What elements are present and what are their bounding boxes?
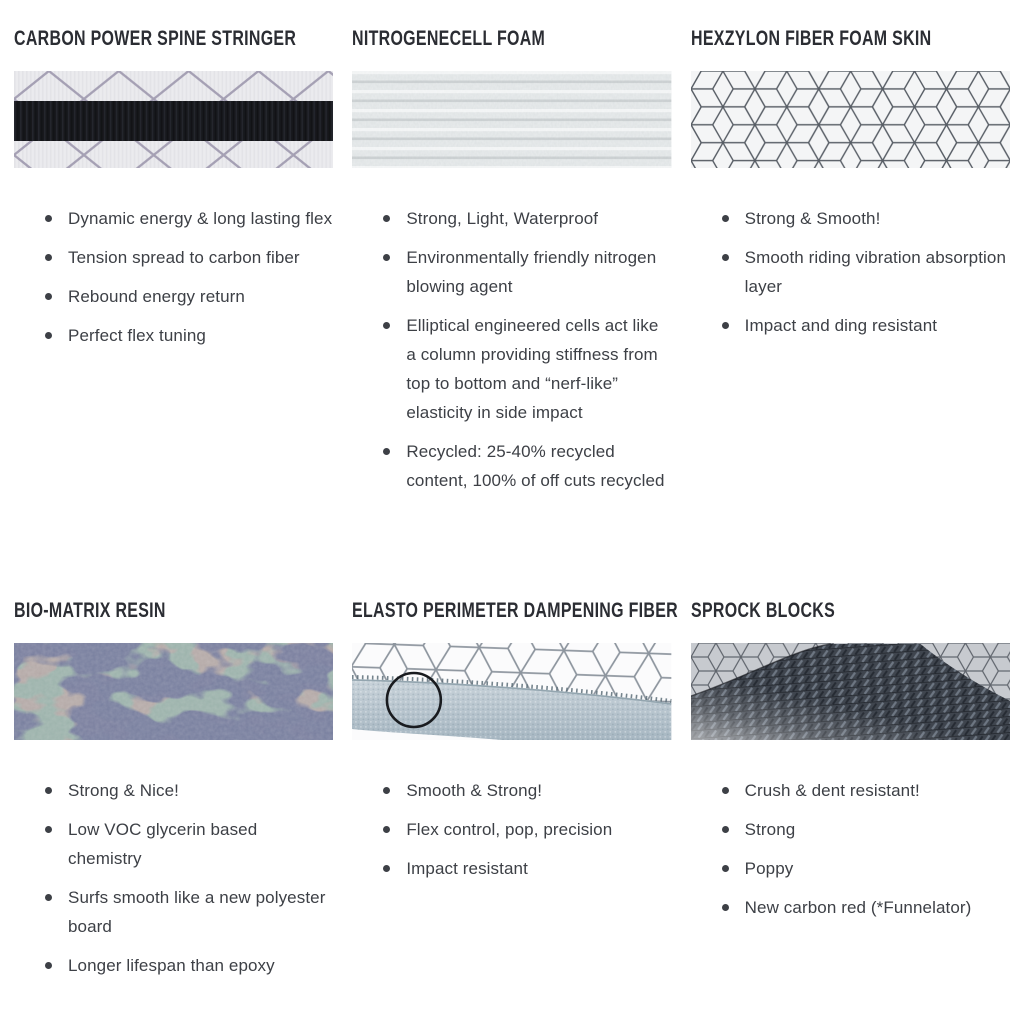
feature-item: Smooth & Strong! — [352, 776, 671, 805]
feature-list — [691, 204, 1010, 340]
feature-item: Perfect flex tuning — [14, 321, 333, 350]
section-carbon-power-spine-stringer — [14, 26, 333, 598]
section-hexzylon-fiber-foam-skin — [691, 26, 1010, 598]
section-bio-matrix-resin — [14, 598, 333, 990]
feature-item: Tension spread to carbon fiber — [14, 243, 333, 272]
section-heading: SPROCK BLOCKS — [690, 599, 835, 622]
section-heading: ELASTO PERIMETER DAMPENING FIBER — [352, 599, 679, 622]
feature-item: Smooth riding vibration absorption layer — [691, 243, 1010, 301]
feature-list — [352, 204, 671, 495]
feature-item: Elliptical engineered cells act like a column providing stiffness from top to bottom and “nerf-like” elasticity in side impact — [352, 311, 671, 427]
feature-item: Rebound energy return — [14, 282, 333, 311]
feature-item: New carbon red (*Funnelator) — [691, 893, 1010, 922]
section-sprock-blocks — [691, 598, 1010, 990]
feature-item: Strong, Light, Waterproof — [352, 204, 671, 233]
marbled-resin-texture-image — [14, 643, 333, 740]
feature-item: Dynamic energy & long lasting flex — [14, 204, 333, 233]
section-heading: HEXZYLON FIBER FOAM SKIN — [690, 27, 932, 50]
feature-item: Low VOC glycerin based chemistry — [14, 815, 333, 873]
feature-item: Impact resistant — [352, 854, 671, 883]
feature-item: Crush & dent resistant! — [691, 776, 1010, 805]
hexagon-mesh-texture-image — [691, 71, 1010, 168]
section-heading: CARBON POWER SPINE STRINGER — [14, 27, 297, 50]
feature-list — [691, 776, 1010, 922]
feature-item: Recycled: 25-40% recycled content, 100% of off cuts recycled — [352, 437, 671, 495]
feature-item: Longer lifespan than epoxy — [14, 951, 333, 980]
feature-item: Surfs smooth like a new polyester board — [14, 883, 333, 941]
section-heading: NITROGENECELL FOAM — [352, 27, 546, 50]
feature-list — [14, 776, 333, 980]
feature-item: Poppy — [691, 854, 1010, 883]
carbon-weave-texture-image — [691, 643, 1010, 740]
feature-item: Impact and ding resistant — [691, 311, 1010, 340]
feature-list — [352, 776, 671, 883]
carbon-stringer-texture-image — [14, 71, 333, 168]
feature-item: Flex control, pop, precision — [352, 815, 671, 844]
feature-list — [14, 204, 333, 350]
feature-item: Environmentally friendly nitrogen blowing agent — [352, 243, 671, 301]
feature-item: Strong & Nice! — [14, 776, 333, 805]
feature-item: Strong — [691, 815, 1010, 844]
foam-texture-image — [352, 71, 671, 168]
feature-item: Strong & Smooth! — [691, 204, 1010, 233]
rail-fiber-texture-image — [352, 643, 671, 740]
section-elasto-perimeter-dampening-fiber — [352, 598, 679, 990]
section-heading: BIO-MATRIX RESIN — [14, 599, 166, 622]
section-nitrogenecell-foam — [352, 26, 671, 598]
